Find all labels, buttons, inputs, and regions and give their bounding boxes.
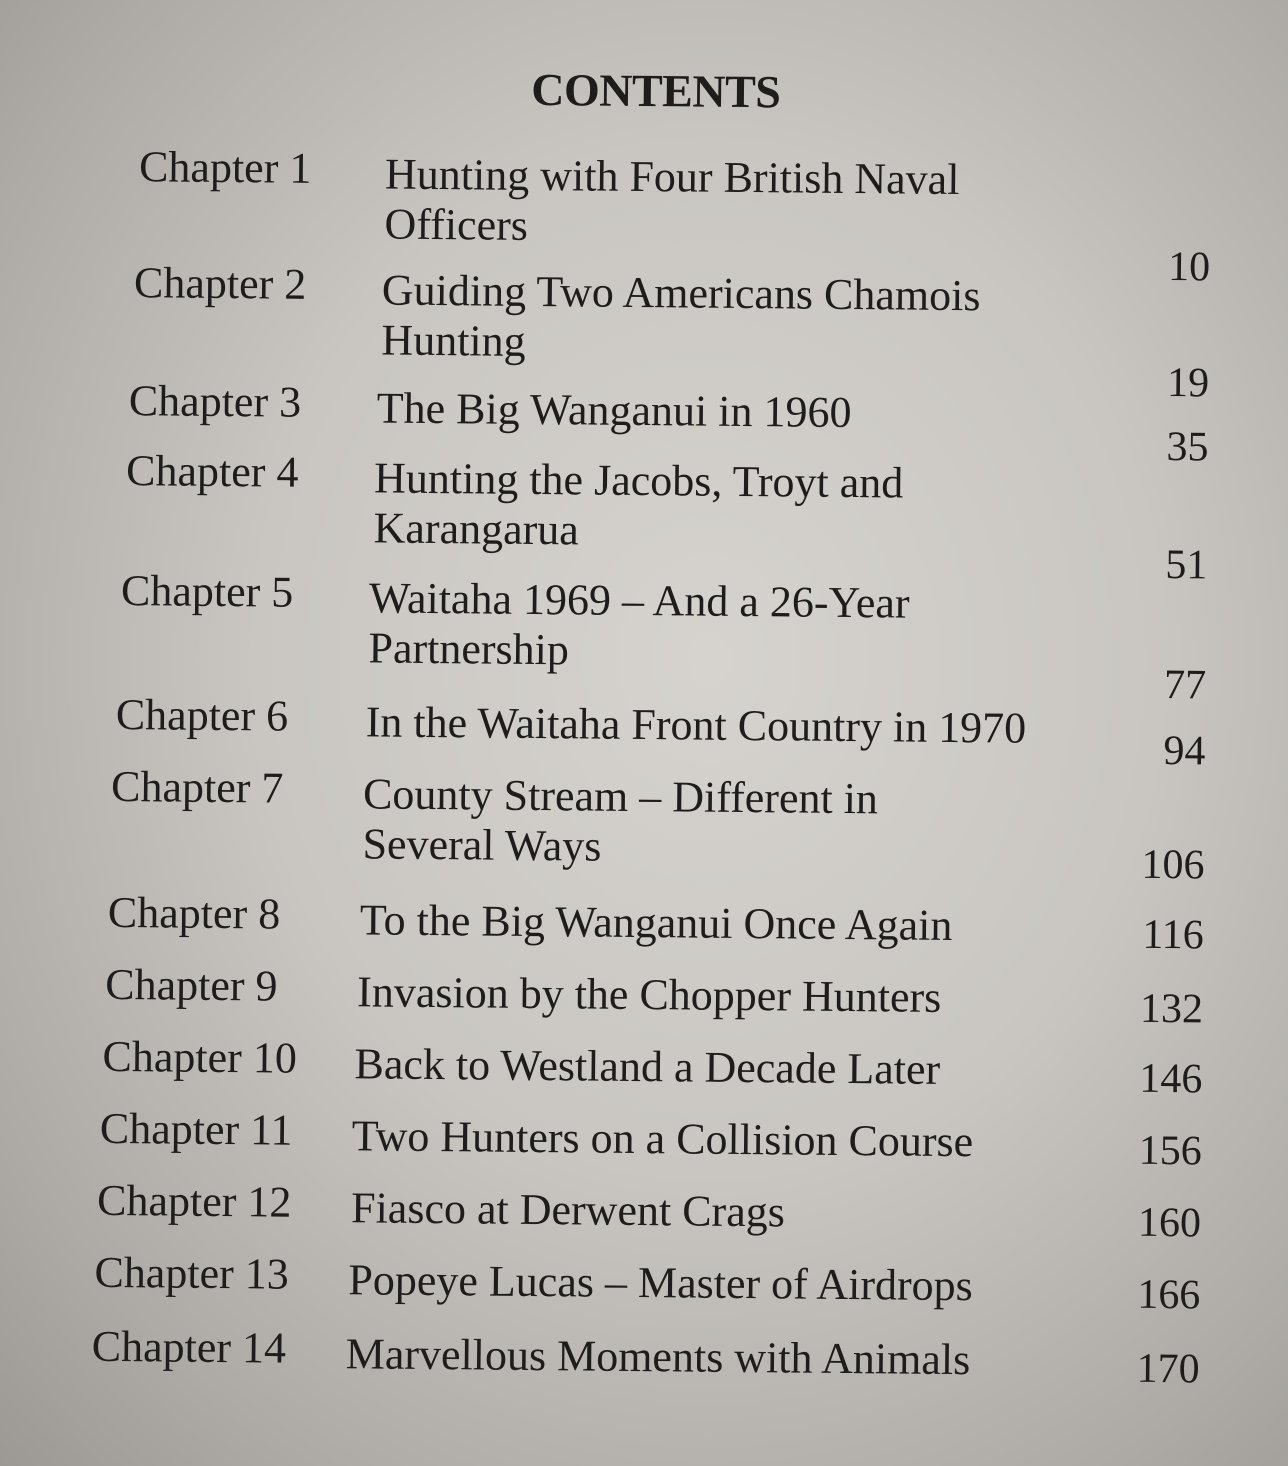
page-title: CONTENTS (531, 63, 781, 118)
toc-entry (0, 886, 1286, 959)
chapter-title: To the Big Wanganui Once Again (359, 895, 953, 951)
chapter-label: Chapter 10 (102, 1031, 298, 1083)
toc-entry (0, 958, 1285, 1033)
chapter-page-number: 19 (1166, 360, 1210, 407)
chapter-title: County Stream – Different in Several Ways (362, 769, 879, 871)
chapter-title: Fiasco at Derwent Crags (350, 1183, 786, 1237)
chapter-label: Chapter 7 (110, 761, 284, 813)
chapter-page-number: 51 (1165, 542, 1208, 589)
chapter-label: Chapter 1 (138, 142, 312, 193)
chapter-label: Chapter 9 (105, 959, 278, 1011)
chapter-page-number: 146 (1139, 1055, 1203, 1103)
chapter-page-number: 106 (1141, 841, 1205, 889)
chapter-page-number: 156 (1138, 1127, 1202, 1175)
chapter-title: Popeye Lucas – Master of Airdrops (348, 1255, 974, 1311)
chapter-page-number: 160 (1137, 1199, 1202, 1247)
chapter-title: The Big Wanganui in 1960 (376, 383, 852, 438)
chapter-page-number: 132 (1139, 985, 1204, 1033)
toc-entry (0, 1174, 1283, 1247)
chapter-page-number: 94 (1163, 728, 1206, 775)
toc-entry (0, 1102, 1284, 1175)
chapter-page-number: 77 (1163, 662, 1207, 709)
chapter-label: Chapter 13 (94, 1247, 290, 1299)
chapter-label: Chapter 14 (91, 1321, 287, 1373)
chapter-page-number: 35 (1166, 424, 1209, 471)
chapter-label: Chapter 11 (99, 1103, 293, 1155)
toc-entry (0, 1246, 1283, 1319)
chapter-title: In the Waitaha Front Country in 1970 (365, 697, 1027, 753)
chapter-page-number: 116 (1142, 911, 1204, 959)
chapter-title: Marvellous Moments with Animals (345, 1329, 971, 1385)
chapter-label: Chapter 2 (133, 258, 307, 309)
chapter-title: Invasion by the Chopper Hunters (356, 967, 942, 1022)
toc-entry (0, 1320, 1282, 1393)
toc-entry (0, 1030, 1285, 1103)
chapter-title: Guiding Two Americans Chamois Hunting (381, 265, 981, 366)
chapter-title: Waitaha 1969 – And a 26-Year Partnership (368, 573, 910, 675)
chapter-label: Chapter 5 (120, 566, 294, 617)
chapter-title: Hunting the Jacobs, Troyt and Karangarua (373, 453, 904, 555)
toc-entry (0, 688, 1288, 775)
toc-entry (0, 760, 1287, 889)
toc-entry (3, 374, 1288, 471)
chapter-page-number: 170 (1136, 1345, 1200, 1393)
chapter-page-number: 10 (1167, 244, 1211, 291)
chapter-title: Back to Westland a Decade Later (354, 1039, 941, 1094)
chapter-title: Two Hunters on a Collision Course (351, 1111, 974, 1167)
chapter-label: Chapter 4 (125, 446, 299, 497)
chapter-label: Chapter 6 (115, 689, 289, 741)
chapter-title: Hunting with Four British Naval Officers (384, 149, 960, 250)
chapter-label: Chapter 8 (107, 887, 281, 939)
chapter-label: Chapter 3 (128, 376, 302, 427)
chapter-label: Chapter 12 (96, 1175, 292, 1227)
chapter-page-number: 166 (1137, 1271, 1201, 1319)
